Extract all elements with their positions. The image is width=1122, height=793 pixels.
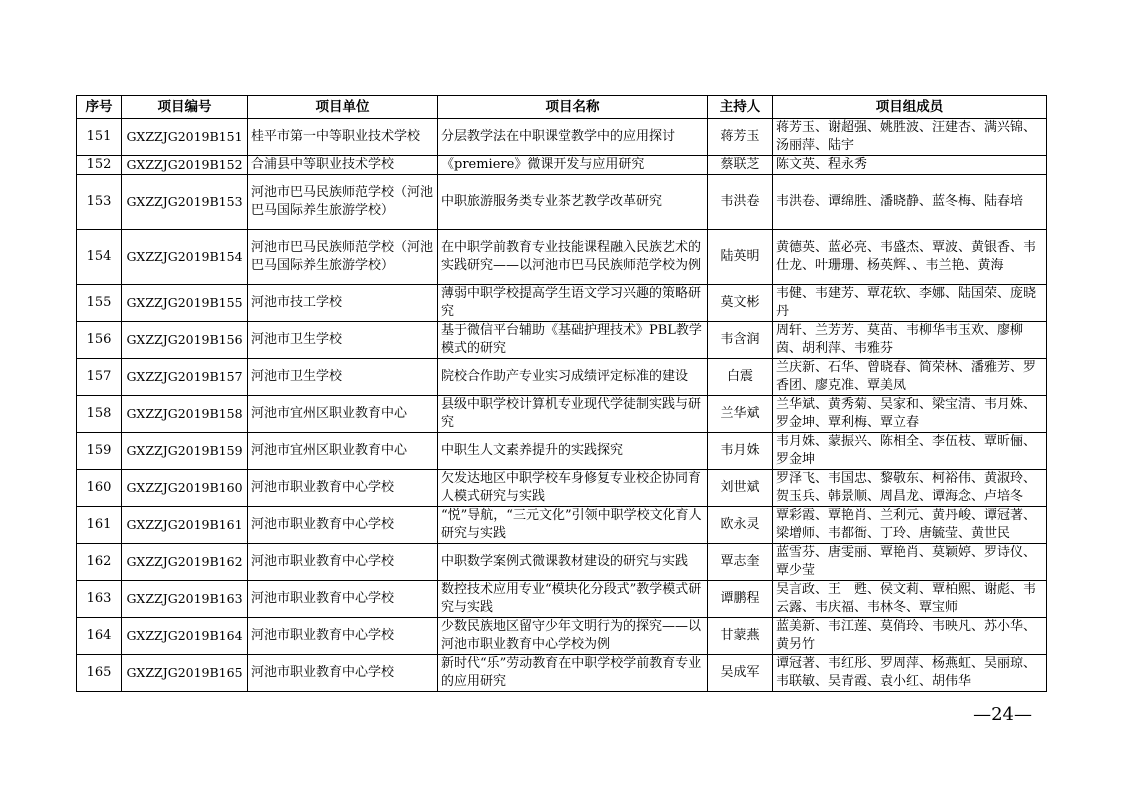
- row-no: 153: [77, 175, 122, 230]
- row-code: GXZZJG2019B164: [122, 618, 248, 655]
- table-row: [77, 175, 1047, 230]
- row-no: 161: [77, 507, 122, 544]
- row-code: GXZZJG2019B151: [122, 119, 248, 156]
- row-members: 罗泽飞、韦国忠、黎敬东、柯裕伟、黄淑玲、贺玉兵、韩景顺、周昌龙、谭海念、卢培冬: [773, 470, 1047, 507]
- row-members: 韦月姝、蒙振兴、陈相全、李伍枝、覃昕俪、罗金坤: [773, 433, 1047, 470]
- row-host: 覃志奎: [708, 544, 773, 581]
- row-host: 吴成军: [708, 655, 773, 692]
- row-unit: 河池市宜州区职业教育中心: [248, 396, 438, 433]
- row-no: 159: [77, 433, 122, 470]
- project-table: [76, 95, 1047, 692]
- header-no: 序号: [77, 96, 122, 119]
- row-members: 韦健、韦建芳、覃花软、李娜、陆国荣、庞晓丹: [773, 285, 1047, 322]
- row-host: 韦洪卷: [708, 175, 773, 230]
- row-members: 韦洪卷、谭绵胜、潘晓静、蓝冬梅、陆春培: [773, 175, 1047, 230]
- row-members: 蒋芳玉、谢超强、姚胜波、汪建杏、满兴锦、汤丽萍、陆宇: [773, 119, 1047, 156]
- row-members: 覃彩霞、覃艳肖、兰利元、黄丹峻、谭冠著、梁增师、韦都衙、丁玲、唐毓莹、黄世民: [773, 507, 1047, 544]
- row-unit: 河池市巴马民族师范学校（河池巴马国际养生旅游学校）: [248, 175, 438, 230]
- row-code: GXZZJG2019B152: [122, 156, 248, 175]
- row-host: 莫文彬: [708, 285, 773, 322]
- row-code: GXZZJG2019B155: [122, 285, 248, 322]
- row-unit: 河池市职业教育中心学校: [248, 655, 438, 692]
- header-members: 项目组成员: [773, 96, 1047, 119]
- row-code: GXZZJG2019B158: [122, 396, 248, 433]
- table-row: [77, 156, 1047, 175]
- table-row: [77, 359, 1047, 396]
- row-name: 县级中职学校计算机专业现代学徒制实践与研究: [438, 396, 708, 433]
- table-row: [77, 396, 1047, 433]
- row-unit: 合浦县中等职业技术学校: [248, 156, 438, 175]
- row-name: 《premiere》微课开发与应用研究: [438, 156, 708, 175]
- row-unit: 河池市职业教育中心学校: [248, 618, 438, 655]
- row-code: GXZZJG2019B153: [122, 175, 248, 230]
- row-unit: 河池市宜州区职业教育中心: [248, 433, 438, 470]
- row-unit: 河池市卫生学校: [248, 322, 438, 359]
- row-unit: 河池市巴马民族师范学校（河池巴马国际养生旅游学校）: [248, 230, 438, 285]
- table-row: [77, 285, 1047, 322]
- row-name: 中职数学案例式微课教材建设的研究与实践: [438, 544, 708, 581]
- row-host: 陆英明: [708, 230, 773, 285]
- row-host: 蔡联芝: [708, 156, 773, 175]
- table-row: [77, 230, 1047, 285]
- table-row: [77, 119, 1047, 156]
- row-no: 154: [77, 230, 122, 285]
- header-host: 主持人: [708, 96, 773, 119]
- row-host: 刘世斌: [708, 470, 773, 507]
- row-code: GXZZJG2019B156: [122, 322, 248, 359]
- row-host: 欧永灵: [708, 507, 773, 544]
- table-row: [77, 470, 1047, 507]
- row-members: 陈文英、程永秀: [773, 156, 1047, 175]
- row-no: 165: [77, 655, 122, 692]
- row-name: 分层教学法在中职课堂教学中的应用探讨: [438, 119, 708, 156]
- row-host: 谭鹏程: [708, 581, 773, 618]
- row-no: 155: [77, 285, 122, 322]
- table-header-row: [77, 96, 1047, 119]
- row-unit: 河池市卫生学校: [248, 359, 438, 396]
- page-number: —24—: [973, 704, 1032, 725]
- row-name: 中职生人文素养提升的实践探究: [438, 433, 708, 470]
- row-no: 158: [77, 396, 122, 433]
- row-members: 蓝美新、韦江莲、莫俏玲、韦映凡、苏小华、黄另竹: [773, 618, 1047, 655]
- row-members: 蓝雪芬、唐雯丽、覃艳肖、莫颖婷、罗诗仪、覃少莹: [773, 544, 1047, 581]
- row-name: 中职旅游服务类专业茶艺教学改革研究: [438, 175, 708, 230]
- row-code: GXZZJG2019B163: [122, 581, 248, 618]
- row-host: 韦含润: [708, 322, 773, 359]
- row-unit: 河池市职业教育中心学校: [248, 470, 438, 507]
- row-name: 薄弱中职学校提高学生语文学习兴趣的策略研究: [438, 285, 708, 322]
- row-no: 160: [77, 470, 122, 507]
- header-unit: 项目单位: [248, 96, 438, 119]
- row-code: GXZZJG2019B162: [122, 544, 248, 581]
- row-no: 162: [77, 544, 122, 581]
- row-unit: 河池市职业教育中心学校: [248, 581, 438, 618]
- row-code: GXZZJG2019B159: [122, 433, 248, 470]
- table-row: [77, 507, 1047, 544]
- row-host: 甘蒙燕: [708, 618, 773, 655]
- row-name: 新时代“乐”劳动教育在中职学校学前教育专业的应用研究: [438, 655, 708, 692]
- row-code: GXZZJG2019B154: [122, 230, 248, 285]
- table-row: [77, 655, 1047, 692]
- row-no: 163: [77, 581, 122, 618]
- row-members: 黄德英、蓝必亮、韦盛杰、覃波、黄银香、韦仕龙、叶珊珊、杨英辉、、韦兰艳、黄海: [773, 230, 1047, 285]
- row-name: 少数民族地区留守少年文明行为的探究——以河池市职业教育中心学校为例: [438, 618, 708, 655]
- row-members: 兰华斌、黄秀菊、吴家和、梁宝清、韦月姝、罗金坤、覃利梅、覃立春: [773, 396, 1047, 433]
- row-name: “悦”导航，“三元文化”引领中职学校文化育人研究与实践: [438, 507, 708, 544]
- row-members: 周轩、兰芳芳、莫苗、韦柳华韦玉欢、廖柳茵、胡利萍、韦雅芬: [773, 322, 1047, 359]
- row-no: 156: [77, 322, 122, 359]
- table-row: [77, 544, 1047, 581]
- row-name: 欠发达地区中职学校车身修复专业校企协同育人模式研究与实践: [438, 470, 708, 507]
- row-code: GXZZJG2019B161: [122, 507, 248, 544]
- row-no: 152: [77, 156, 122, 175]
- row-code: GXZZJG2019B165: [122, 655, 248, 692]
- row-no: 157: [77, 359, 122, 396]
- header-code: 项目编号: [122, 96, 248, 119]
- table-row: [77, 581, 1047, 618]
- row-unit: 桂平市第一中等职业技术学校: [248, 119, 438, 156]
- row-members: 兰庆新、石华、曾晓春、简荣林、潘雅芳、罗香团、廖克准、覃美凤: [773, 359, 1047, 396]
- row-name: 基于微信平台辅助《基础护理技术》PBL教学模式的研究: [438, 322, 708, 359]
- header-name: 项目名称: [438, 96, 708, 119]
- table-row: [77, 618, 1047, 655]
- row-name: 院校合作助产专业实习成绩评定标准的建设: [438, 359, 708, 396]
- row-no: 164: [77, 618, 122, 655]
- row-members: 谭冠著、韦红彤、罗周萍、杨燕虹、吴丽琼、韦联敏、吴青霞、袁小红、胡伟华: [773, 655, 1047, 692]
- row-code: GXZZJG2019B160: [122, 470, 248, 507]
- row-host: 兰华斌: [708, 396, 773, 433]
- row-host: 蒋芳玉: [708, 119, 773, 156]
- row-no: 151: [77, 119, 122, 156]
- row-name: 数控技术应用专业“模块化分段式”教学模式研究与实践: [438, 581, 708, 618]
- table-row: [77, 433, 1047, 470]
- table-row: [77, 322, 1047, 359]
- row-host: 韦月姝: [708, 433, 773, 470]
- row-code: GXZZJG2019B157: [122, 359, 248, 396]
- row-unit: 河池市职业教育中心学校: [248, 544, 438, 581]
- row-name: 在中职学前教育专业技能课程融入民族艺术的实践研究——以河池市巴马民族师范学校为例: [438, 230, 708, 285]
- row-unit: 河池市技工学校: [248, 285, 438, 322]
- row-host: 白震: [708, 359, 773, 396]
- row-unit: 河池市职业教育中心学校: [248, 507, 438, 544]
- row-members: 吴言政、王 甦、侯文莉、覃柏熙、谢彪、韦云露、韦庆福、韦林冬、覃宝师: [773, 581, 1047, 618]
